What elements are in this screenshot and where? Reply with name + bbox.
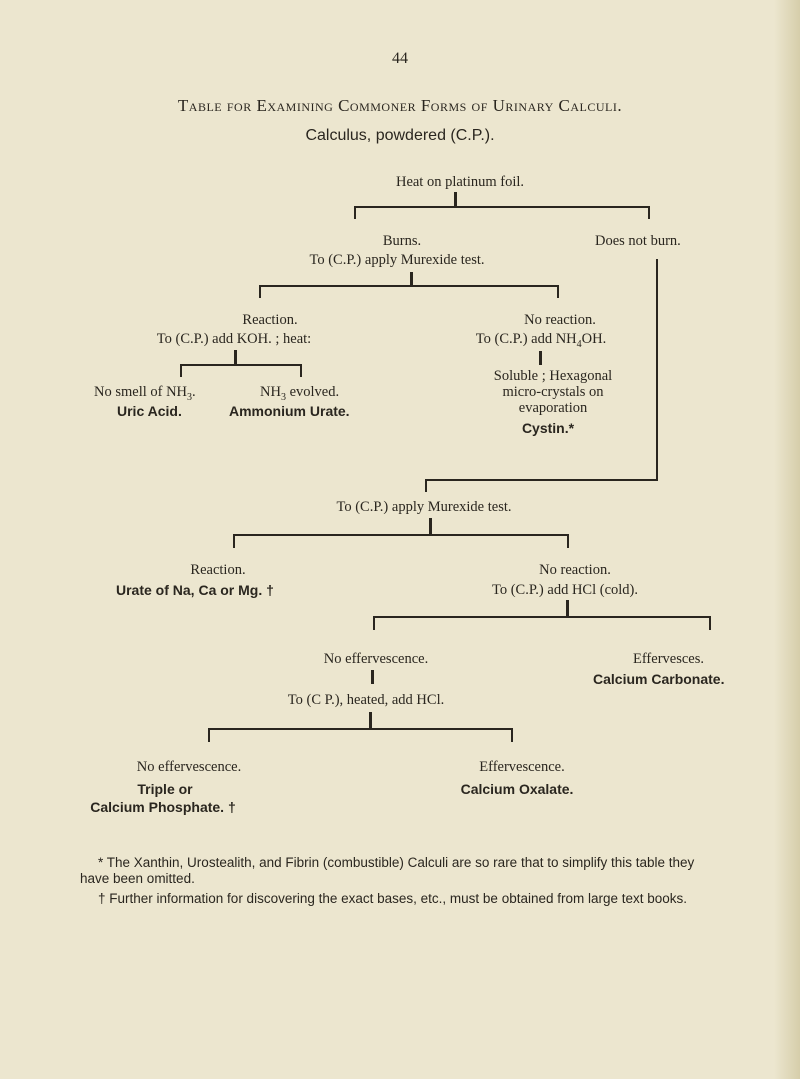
reaction1-stem [234, 350, 237, 365]
heated-action: To (C P.), heated, add HCl. [287, 692, 445, 708]
burns-action: To (C.P.) apply Murexide test. [309, 252, 485, 268]
reaction1-bracket [180, 364, 302, 366]
no-reaction1-stem [539, 351, 542, 365]
root-bracket-left [354, 206, 356, 219]
page-edge-shading [774, 0, 800, 1079]
footnote-dagger: † Further information for discovering the exact bases, etc., must be obtained from large text books. [98, 891, 688, 906]
root-bracket [354, 206, 650, 208]
root-node: Heat on platinum foil. [395, 174, 525, 190]
hcl-cold-bracket [373, 616, 711, 618]
burns-bracket-right [557, 285, 559, 298]
footnote-star: * The Xanthin, Urostealith, and Fibrin (combustible) Calculi are so rare that to simplify this table they have been omitted. [80, 855, 695, 886]
hcl-cold-bracket-left [373, 616, 375, 630]
nh3-node: $NH_3$ evolved. [260, 384, 340, 403]
root-bracket-right [648, 206, 650, 219]
heated-bracket-right [511, 728, 513, 742]
triple-result: Triple or [137, 781, 193, 797]
burns-stem [410, 272, 413, 286]
soluble-line3: evaporation [518, 400, 588, 416]
burns-bracket-left [259, 285, 261, 298]
murexide2-bracket-left [233, 534, 235, 548]
murexide2-stem [429, 518, 432, 535]
soluble-line1: Soluble ; Hexagonal [493, 368, 613, 384]
soluble-line2: micro-crystals on [502, 384, 604, 400]
effervesces-node: Effervesces. [633, 651, 704, 667]
heated-stem [369, 712, 372, 729]
does-not-burn-line [656, 259, 658, 480]
murexide2-bracket-right [567, 534, 569, 548]
page-number: 44 [392, 50, 408, 67]
hcl-cold-bracket-right [709, 616, 711, 630]
burns-bracket [259, 285, 559, 287]
does-not-burn-node: Does not burn. [595, 233, 681, 249]
calcium-phosphate-result: Calcium Phosphate. † [90, 799, 236, 815]
calcium-oxalate-result: Calcium Oxalate. [460, 781, 574, 797]
reaction2-node: Reaction. [190, 562, 246, 578]
no-effervescence2-node: No effervescence. [136, 759, 242, 775]
heated-bracket-left [208, 728, 210, 742]
no-reaction2-action: To (C.P.) add HCl (cold). [492, 582, 638, 598]
does-not-burn-drop [425, 479, 427, 492]
no-reaction1-node: No reaction. [524, 312, 596, 328]
murexide2-bracket [233, 534, 569, 536]
calcium-carbonate-result: Calcium Carbonate. [593, 671, 725, 687]
burns-node: Burns. [382, 233, 422, 249]
no-reaction2-node: No reaction. [539, 562, 611, 578]
cystin-result: Cystin.* [521, 420, 575, 436]
reaction1-action: To (C.P.) add KOH. ; heat: [156, 331, 312, 347]
ammonium-urate-result: Ammonium Urate. [229, 403, 350, 419]
does-not-burn-return [425, 479, 658, 481]
no-smell-node: No smell of $NH_3$. [94, 384, 196, 403]
murexide2-node: To (C.P.) apply Murexide test. [336, 499, 512, 515]
reaction1-node: Reaction. [242, 312, 298, 328]
table-heading: Table for Examining Commoner Forms of Urinary Calculi. [177, 96, 623, 115]
reaction1-bracket-right [300, 364, 302, 377]
no-reaction1-action: To (C.P.) add $NH_4OH$. [475, 331, 607, 350]
effervescence-node: Effervescence. [479, 759, 565, 775]
uric-acid-result: Uric Acid. [117, 403, 182, 419]
reaction1-bracket-left [180, 364, 182, 377]
no-effervescence1-stem [371, 670, 374, 684]
table-subheading: Calculus, powdered (C.P.). [305, 127, 495, 144]
urate-result: Urate of Na, Ca or Mg. † [116, 582, 274, 598]
no-effervescence1-node: No effervescence. [323, 651, 429, 667]
hcl-cold-stem [566, 600, 569, 617]
heated-bracket [208, 728, 513, 730]
